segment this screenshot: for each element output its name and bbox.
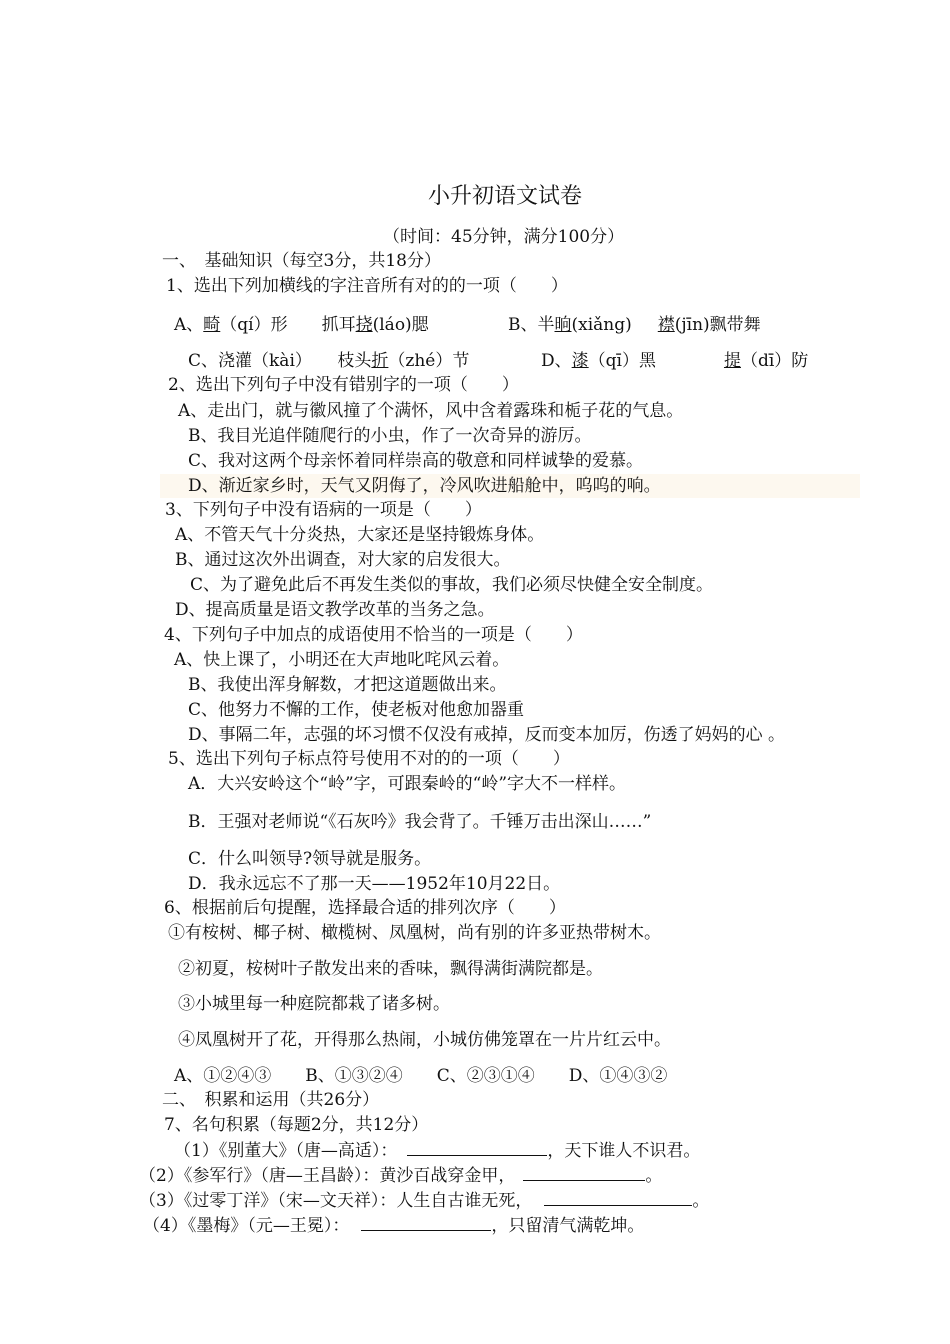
q3-option-d: D、提高质量是语文教学改革的当务之急。 [175, 600, 495, 620]
q5-option-c: C．什么叫领导?领导就是服务。 [188, 849, 432, 869]
q3-option-c: C、为了避免此后不再发生类似的事故，我们必须尽快健全安全制度。 [190, 575, 714, 595]
answer-blank-2[interactable] [523, 1164, 645, 1181]
q3-option-b: B、通过这次外出调查，对大家的启发很大。 [175, 550, 511, 570]
q5-option-d: D．我永远忘不了那一天——1952年10月22日。 [188, 874, 561, 894]
exam-subtitle: （时间：45分钟，满分100分） [383, 227, 625, 247]
q2-option-d: D、渐近家乡时，天气又阴侮了，冷风吹进船舱中，呜呜的响。 [188, 476, 661, 496]
q2-option-b: B、我目光追伴随爬行的小虫，作了一次奇异的游厉。 [188, 426, 592, 446]
q6-sentence-1: ①有桉树、椰子树、橄榄树、凤凰树，尚有别的许多亚热带树木。 [168, 923, 661, 943]
q6-options: A、①②④③ B、①③②④ C、②③①④ D、①④③② [174, 1066, 668, 1086]
q6-sentence-2: ②初夏，桉树叶子散发出来的香味，飘得满街满院都是。 [178, 959, 603, 979]
q7-stem: 7、名句积累（每题2分，共12分） [164, 1115, 429, 1135]
q4-option-b: B、我使出浑身解数，才把这道题做出来。 [188, 675, 507, 695]
q1-option-b: B、半晌(xiǎng) 襟(jīn)飘带舞 [508, 315, 761, 335]
section-1-heading: 一、 基础知识（每空3分，共18分） [162, 251, 441, 271]
page-title: 小升初语文试卷 [428, 184, 583, 209]
q7-line-4: （4）《墨梅》（元—王冕）： ，只留清气满乾坤。 [143, 1216, 645, 1236]
q1-option-a: A、畸（qí）形 抓耳挠(láo)腮 [174, 315, 429, 335]
q5-option-b: B．王强对老师说“《石灰吟》我会背了。千锤万击出深山……” [188, 812, 652, 832]
q3-stem: 3、下列句子中没有语病的一项是（ ） [165, 500, 482, 520]
q2-option-c: C、我对这两个母亲怀着同样崇高的敬意和同样诚挚的爱慕。 [188, 451, 644, 471]
q6-sentence-4: ④凤凰树开了花，开得那么热闹，小城仿佛笼罩在一片片红云中。 [178, 1030, 671, 1050]
q5-option-a: A．大兴安岭这个“岭”字，可跟秦岭的“岭”字大不一样样。 [188, 774, 627, 794]
q1-stem: 1、选出下列加横线的字注音所有对的的一项（ ） [166, 276, 568, 296]
q1-option-c: C、浇灌（kài） 枝头折（zhé）节 [188, 351, 470, 371]
answer-blank-3[interactable] [544, 1189, 692, 1206]
q2-option-a: A、走出门，就与徽风撞了个满怀，风中含着露珠和栀子花的气息。 [178, 401, 684, 421]
q4-option-d: D、事隔二年，志强的坏习惯不仅没有戒掉，反而变本加厉，伤透了妈妈的心 。 [188, 725, 786, 745]
answer-blank-4[interactable] [361, 1214, 491, 1231]
answer-blank-1[interactable] [407, 1139, 547, 1156]
section-2-heading: 二、 积累和运用（共26分） [162, 1090, 380, 1110]
q6-stem: 6、根据前后句提醒，选择最合适的排列次序（ ） [164, 898, 566, 918]
q3-option-a: A、不管天气十分炎热，大家还是坚持锻炼身体。 [175, 525, 545, 545]
q7-line-1: （1）《别董大》（唐—高适）： ，天下谁人不识君。 [174, 1141, 701, 1161]
q4-stem: 4、下列句子中加点的成语使用不恰当的一项是（ ） [164, 625, 583, 645]
q7-line-3: （3）《过零丁洋》（宋—文天祥）：人生自古谁无死， 。 [139, 1191, 710, 1211]
q2-stem: 2、选出下列句子中没有错别字的一项（ ） [168, 375, 519, 395]
q6-sentence-3: ③小城里每一种庭院都栽了诸多树。 [178, 994, 450, 1014]
q7-line-2: （2）《参军行》（唐—王昌龄）：黄沙百战穿金甲， 。 [139, 1166, 663, 1186]
q4-option-a: A、快上课了，小明还在大声地叱咤风云着。 [174, 650, 510, 670]
q4-option-c: C、他努力不懈的工作，使老板对他愈加器重 [188, 700, 525, 720]
q5-stem: 5、选出下列句子标点符号使用不对的的一项（ ） [168, 749, 570, 769]
q1-option-d: D、漆（qī）黑 提（dī）防 [541, 351, 809, 371]
